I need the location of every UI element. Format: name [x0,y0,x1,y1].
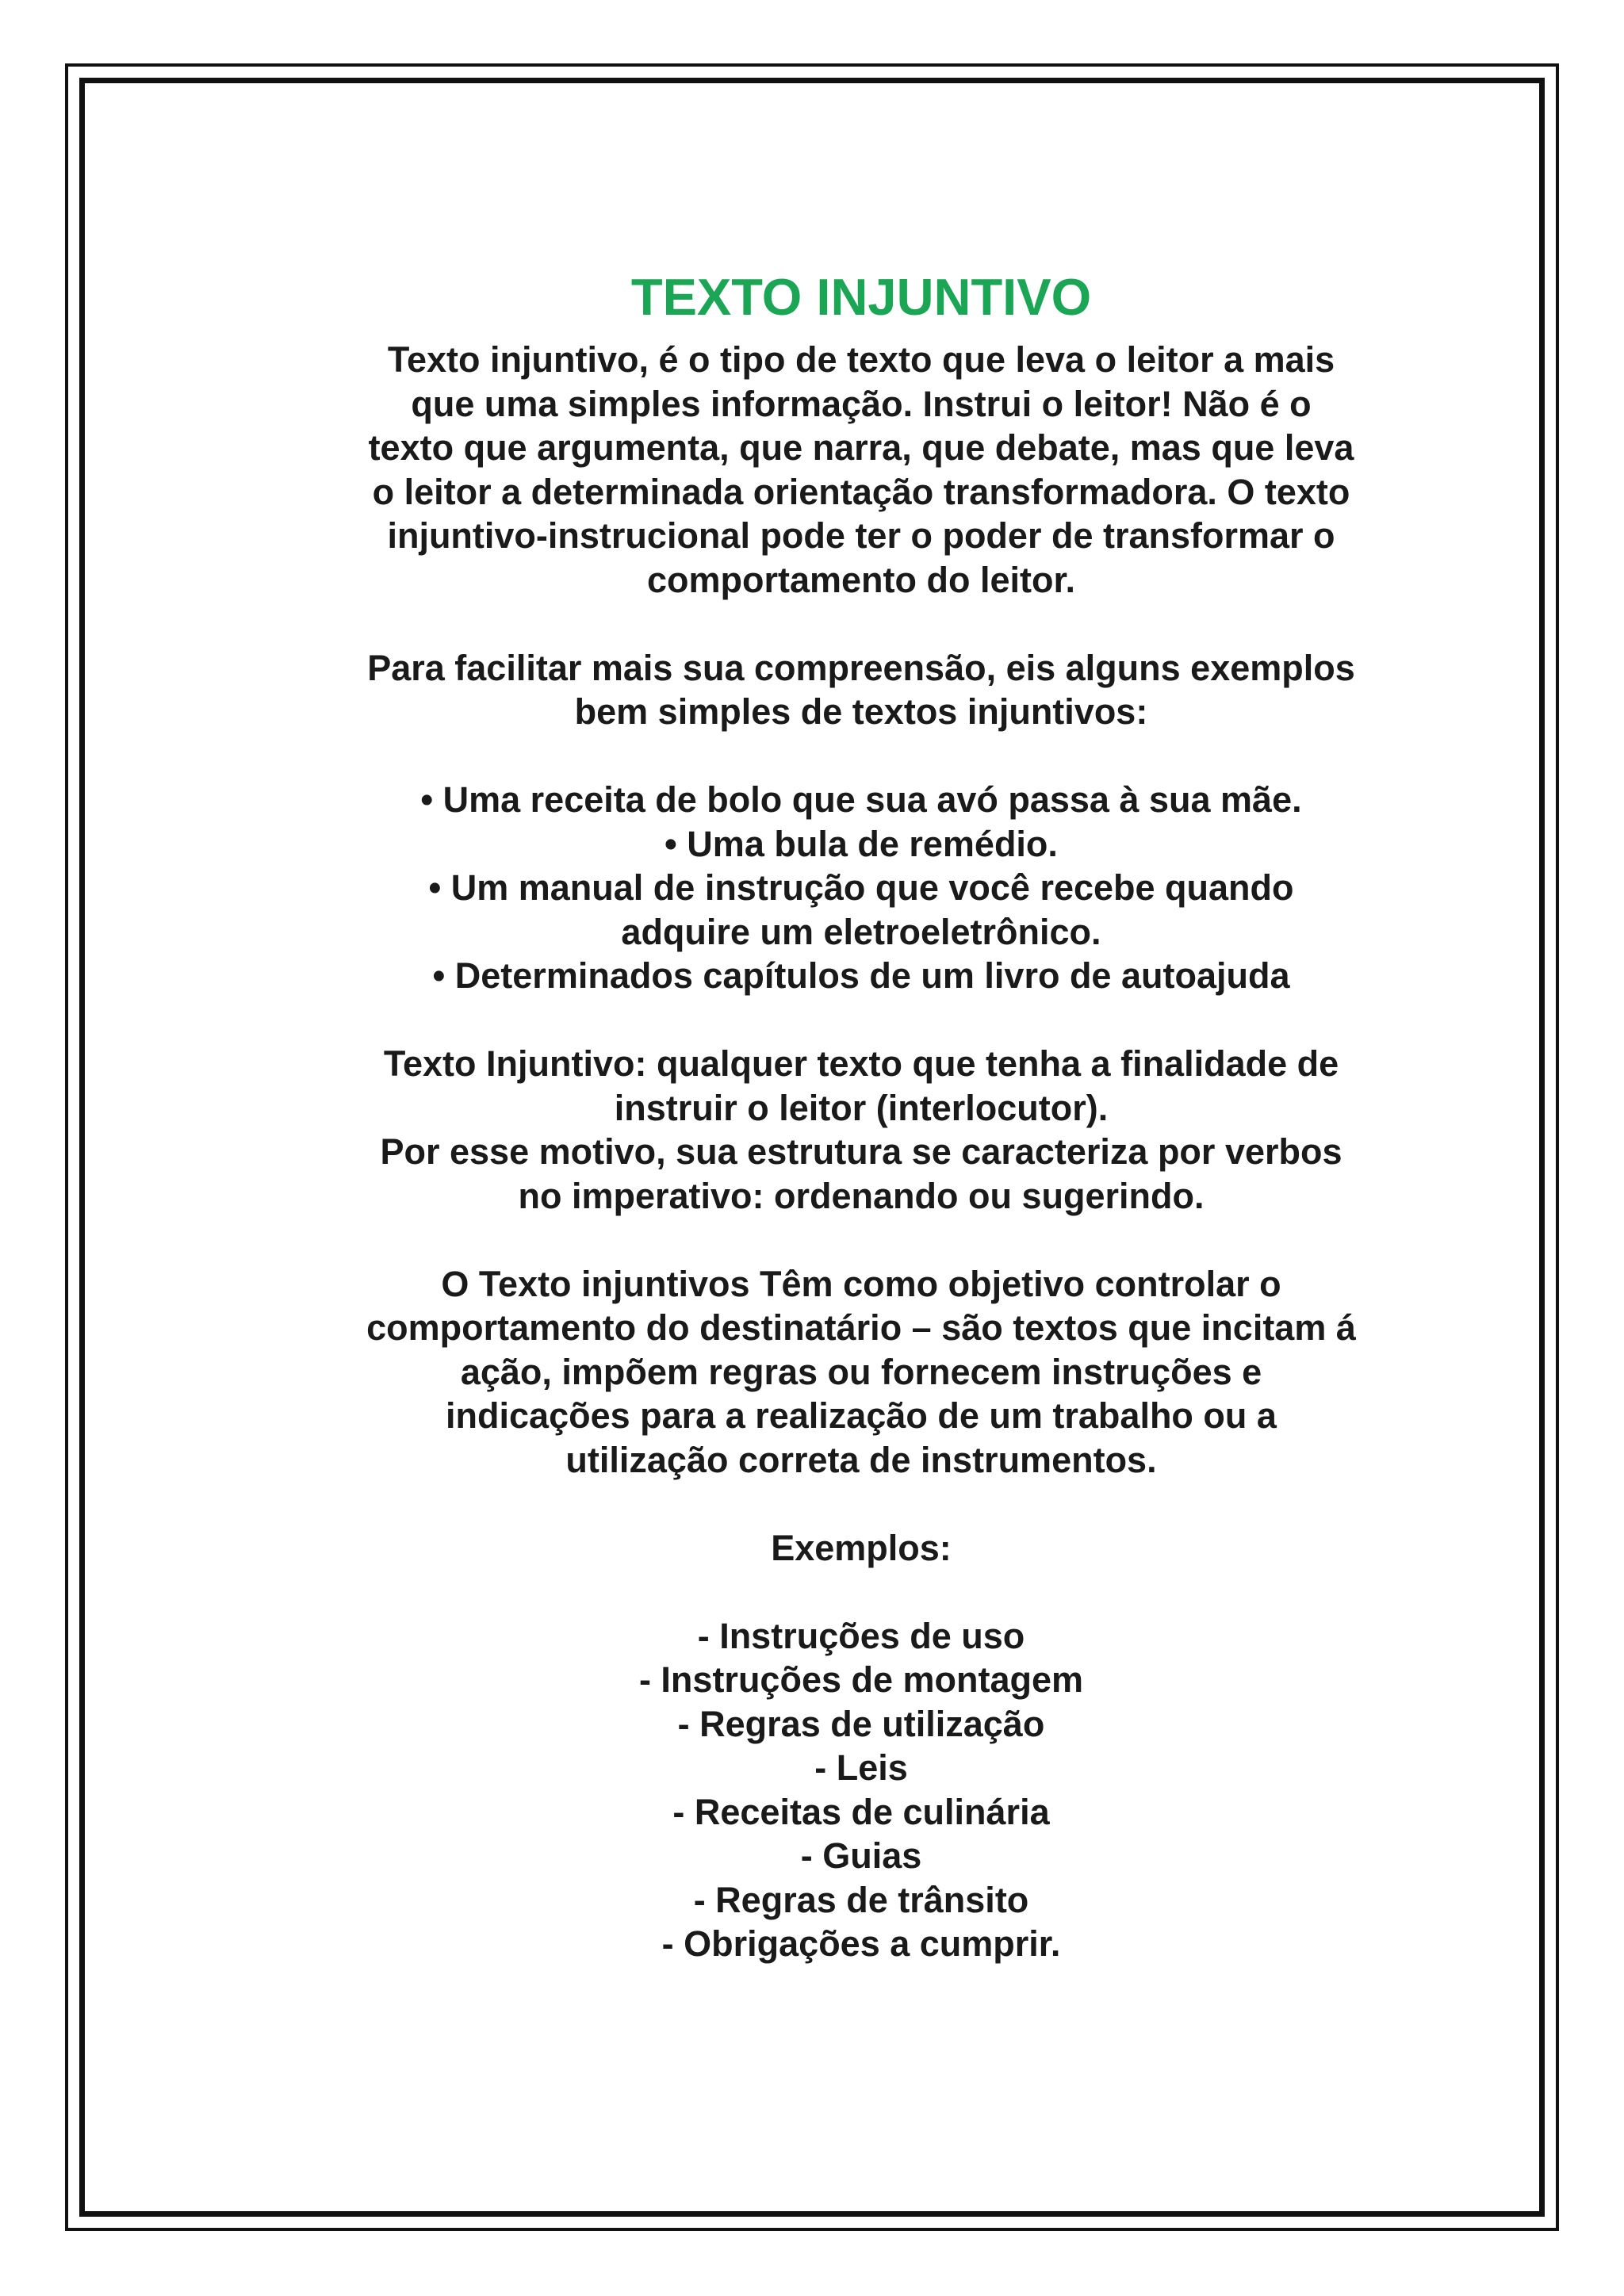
list-item: - Receitas de culinária [672,1791,1050,1832]
facilitar-paragraph [317,646,1405,734]
text-line: comportamento do destinatário – são textos que incitam á [366,1307,1356,1348]
text-line: Por esse motivo, sua estrutura se caracteriza por verbos [380,1131,1342,1172]
list-item: - Instruções de uso [697,1615,1025,1656]
list-item: - Leis [814,1747,908,1788]
text-line: Para facilitar mais sua compreensão, eis alguns exemplos [367,647,1355,688]
list-item: - Obrigações a cumprir. [661,1923,1061,1964]
list-item: - Instruções de montagem [638,1659,1084,1700]
text-line: O Texto injuntivos Têm como objetivo controlar o [441,1263,1281,1304]
text-line: ação, impõem regras ou fornecem instruções e [460,1351,1262,1392]
list-item: - Regras de trânsito [693,1879,1029,1920]
list-item: • Determinados capítulos de um livro de autoajuda [432,955,1290,996]
examples-heading [317,1526,1405,1571]
paragraph-gap [317,602,1405,646]
document-title: TEXTO INJUNTIVO [630,268,1092,326]
paragraph-gap [317,1482,1405,1526]
text-line: indicações para a realização de um trabalho ou a [446,1395,1277,1436]
list-item: • Uma bula de remédio. [665,823,1058,864]
text-line: Texto Injuntivo: qualquer texto que tenha a finalidade de [383,1043,1339,1084]
text-line: no imperativo: ordenando ou sugerindo. [518,1175,1205,1216]
text-line: comportamento do leitor. [646,559,1076,600]
paragraph-gap [317,734,1405,779]
definition-paragraph [317,1042,1405,1218]
text-line: Texto injuntivo, é o tipo de texto que leva o leitor a mais [387,339,1335,380]
examples-list [317,1614,1405,1966]
list-item: adquire um eletroeletrônico. [621,911,1101,952]
list-item: - Regras de utilização [677,1703,1045,1744]
section-heading: Exemplos: [771,1527,952,1568]
list-item: • Uma receita de bolo que sua avó passa à sua mãe. [420,779,1302,820]
text-line: bem simples de textos injuntivos: [574,691,1148,732]
text-line: texto que argumenta, que narra, que debate, mas que leva [368,427,1354,468]
text-line: instruir o leitor (interlocutor). [614,1087,1109,1128]
text-line: utilização correta de instrumentos. [565,1439,1157,1480]
intro-paragraph [317,338,1405,602]
text-line: que uma simples informação. Instrui o leitor! Não é o [411,383,1312,424]
paragraph-gap [317,1218,1405,1262]
bullet-list [317,778,1405,998]
document-body [317,262,1405,1966]
paragraph-gap [317,1570,1405,1614]
paragraph-gap [317,998,1405,1043]
list-item: - Guias [800,1835,922,1876]
text-line: injuntivo-instrucional pode ter o poder de transformar o [387,515,1335,556]
list-item: • Um manual de instrução que você recebe quando [428,867,1294,908]
objective-paragraph [317,1262,1405,1483]
text-line: o leitor a determinada orientação transformadora. O texto [372,471,1350,512]
